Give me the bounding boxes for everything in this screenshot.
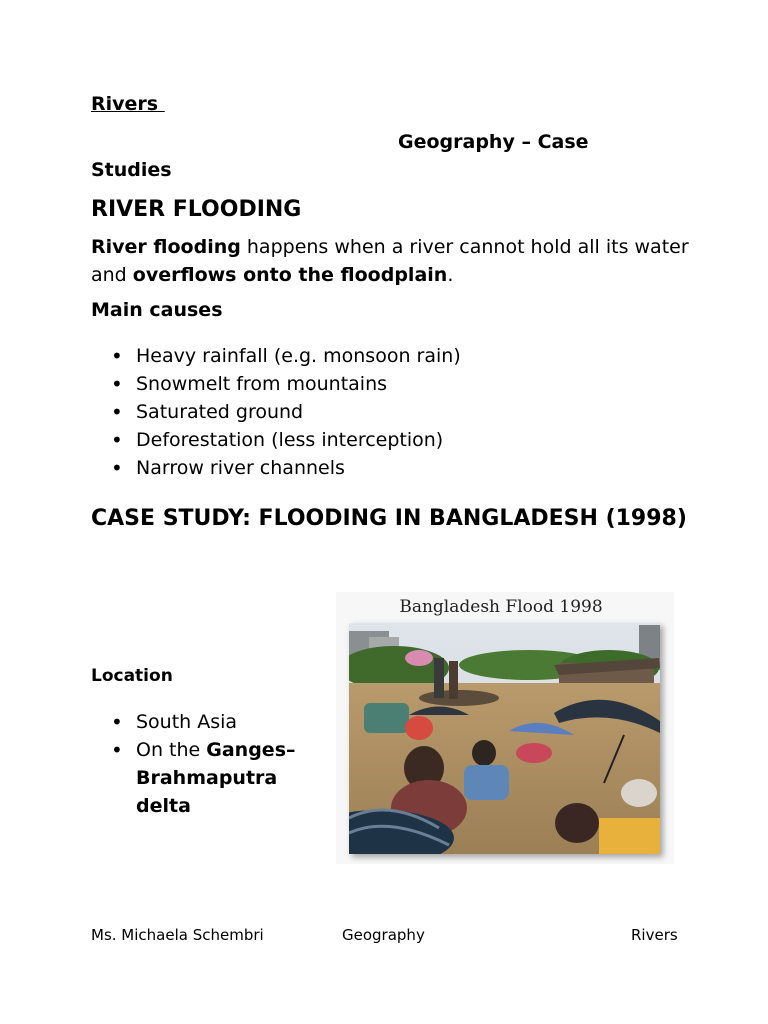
intro-paragraph: [91, 233, 691, 289]
footer-subject: Geography: [342, 926, 425, 944]
cause-item: • Deforestation (less interception): [91, 426, 691, 454]
footer-topic: Rivers: [631, 926, 678, 944]
case-study-title: CASE STUDY: FLOODING IN BANGLADESH (1998): [91, 506, 687, 531]
location-list: [91, 708, 321, 820]
photo-caption: Bangladesh Flood 1998: [399, 597, 603, 617]
location-title: Location: [91, 666, 173, 686]
intro-text: happens when a river cannot hold all its water and: [91, 236, 689, 286]
intro-bold-term: River flooding: [91, 236, 241, 258]
header-subtitle: Geography – Case: [398, 131, 589, 153]
location-delta: Ganges– Brahmaputra delta: [136, 739, 296, 817]
flood-photo: [349, 623, 660, 854]
intro-end: .: [447, 264, 454, 286]
location-prefix: On the: [136, 739, 207, 761]
footer-author: Ms. Michaela Schembri: [91, 926, 264, 944]
location-item: [91, 736, 321, 820]
cause-item: • Saturated ground: [91, 398, 691, 426]
causes-title: Main causes: [91, 299, 223, 321]
location-item: • South Asia: [91, 708, 321, 736]
cause-item: • Snowmelt from mountains: [91, 370, 691, 398]
section-title: RIVER FLOODING: [91, 197, 302, 222]
causes-list: [91, 342, 691, 482]
header-title: Rivers: [91, 93, 165, 115]
cause-item: • Narrow river channels: [91, 454, 691, 482]
header-subtitle-continued: Studies: [91, 159, 172, 181]
cause-item: • Heavy rainfall (e.g. monsoon rain): [91, 342, 691, 370]
intro-bold-phrase: overflows onto the floodplain: [132, 264, 448, 286]
